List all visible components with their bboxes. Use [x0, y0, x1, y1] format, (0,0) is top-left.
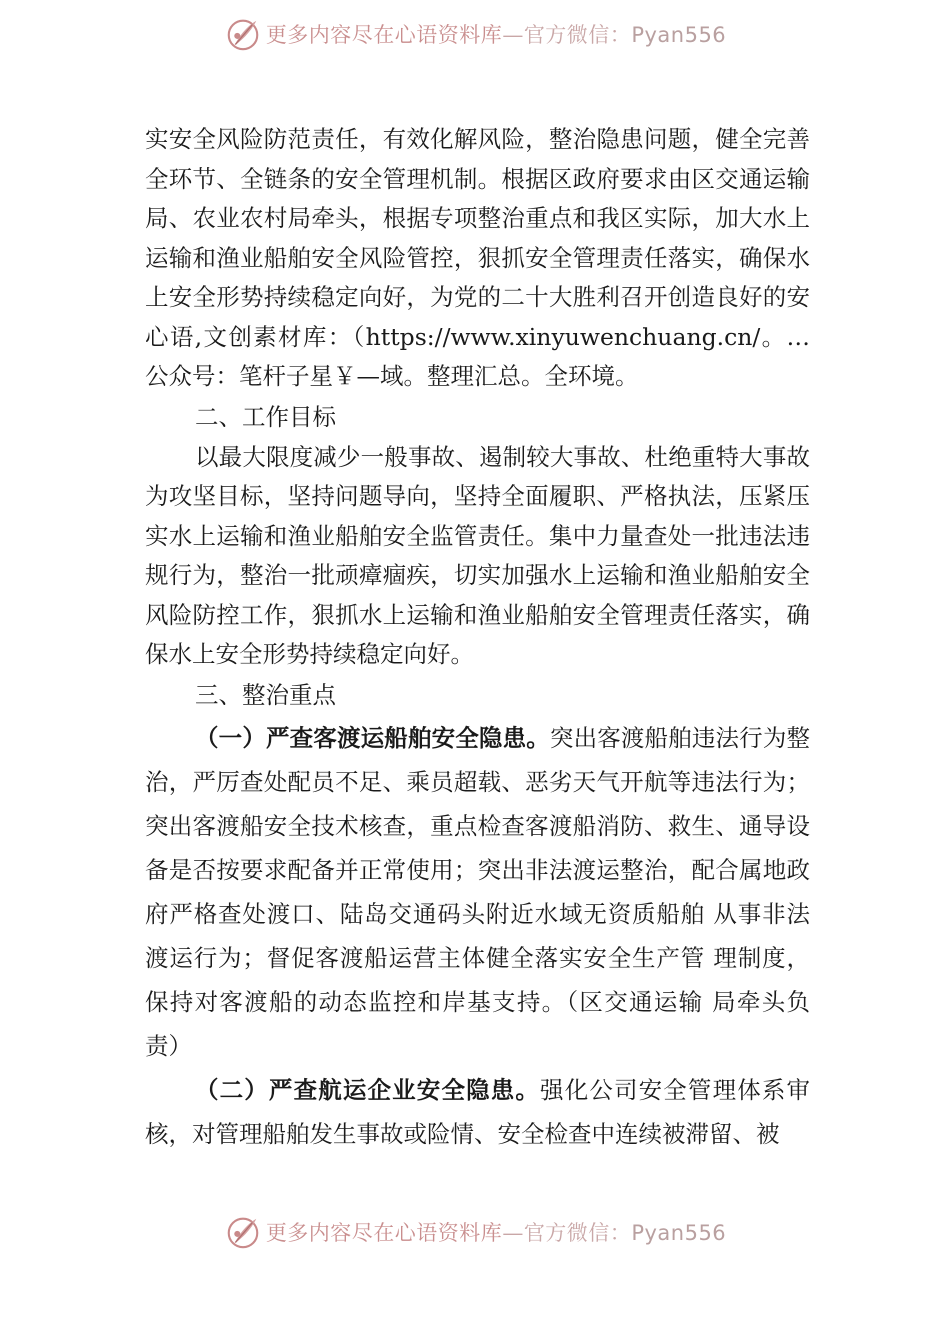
watermark-text: 更多内容尽在心语资料库—官方微信：Pyan556	[265, 23, 727, 47]
watermark-banner-bottom	[0, 1210, 950, 1254]
section-passenger-ferry	[145, 716, 810, 1068]
section-title-shipping-enterprise: （二）严查航运企业安全隐患。	[195, 1075, 541, 1104]
section-title-passenger-ferry: （一）严查客渡运船舶安全隐患。	[195, 723, 550, 752]
section-text-shipping-enterprise: 强化公司安全管理体系审核，对管理船舶发生事故或险情、安全检查中连续被滞留、被	[145, 1075, 811, 1148]
feather-circle-logo-icon	[224, 1213, 262, 1251]
watermark-banner-top	[0, 12, 950, 56]
document-body	[145, 120, 810, 1156]
section-text-passenger-ferry: 突出客渡船舶违法行为整治，严厉查处配员不足、乘员超载、恶劣天气开航等违法行为；突出客渡船安全技术核查，重点检查客渡船消防、救生、通导设备是否按要求配备并正常使用；突出非法渡运整治，配合属地政府严格查处渡口、陆岛交通码头附近水域无资质船舶 从事非法渡运行为；督促客渡船运营主体健全落实安全生产管 理制度，保持对客渡船的动态监控和岸基支持。（区交通运输 局牵头负责）	[145, 723, 811, 1060]
paragraph-intro: 实安全风险防范责任，有效化解风险，整治隐患问题，健全完善全环节、全链条的安全管理机制。根据区政府要求由区交通运输局、农业农村局牵头，根据专项整治重点和我区实际，加大水上运输和渔业船舶安全风险管控，狠抓安全管理责任落实，确保水上安全形势持续稳定向好，为党的二十大胜利召开创造良好的安心语,文创素材库：（https://www.xinyuwenchuang.cn/。…公众号：笔杆子星￥—域。整理汇总。全环境。	[145, 125, 810, 390]
feather-circle-logo-icon	[224, 15, 262, 53]
paragraph-work-goals: 以最大限度减少一般事故、遏制较大事故、杜绝重特大事故为攻坚目标，坚持问题导向，坚持全面履职、严格执法，压紧压实水上运输和渔业船舶安全监管责任。集中力量查处一批违法违规行为，整治一批顽瘴痼疾，切实加强水上运输和渔业船舶安全风险防控工作，狠抓水上运输和渔业船舶安全管理责任落实，确保水上安全形势持续稳定向好。	[145, 442, 810, 668]
heading-work-goals: 二、工作目标	[195, 402, 336, 431]
section-shipping-enterprise	[145, 1068, 810, 1156]
watermark-text: 更多内容尽在心语资料库—官方微信：Pyan556	[265, 1221, 727, 1245]
heading-rectification-focus: 三、整治重点	[195, 680, 336, 709]
